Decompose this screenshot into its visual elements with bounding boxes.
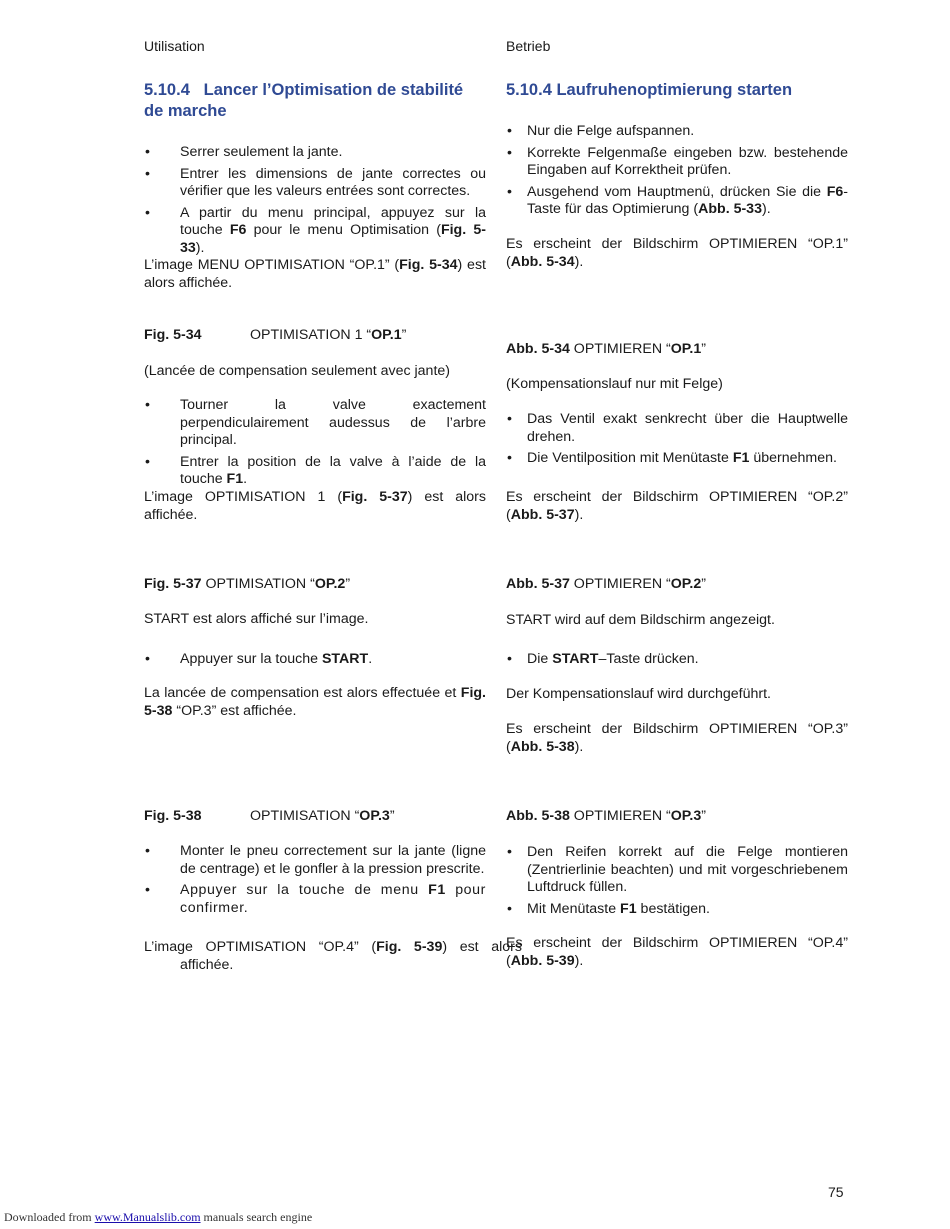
page-number: 75: [828, 1184, 844, 1200]
figure-caption-de-537: Abb. 5-37 OPTIMIEREN “OP.2”: [506, 576, 707, 592]
figure-caption-fr-537: Fig. 5-37 OPTIMISATION “OP.2”: [144, 576, 351, 592]
figure-caption-fr-538: Fig. 5-38 OPTIMISATION “OP.3”: [144, 808, 395, 824]
list-item: • Korrekte Felgenmaße eingeben bzw. bestehende Eingaben auf Korrektheit prüfen.: [506, 145, 848, 180]
list-item: • Appuyer sur la touche START.: [144, 651, 486, 669]
paragraph: Es erscheint der Bildschirm OPTIMIEREN “OP.1” (Abb. 5-34).: [506, 236, 848, 270]
paragraph: Es erscheint der Bildschirm OPTIMIEREN “OP.4” (Abb. 5-39).: [506, 935, 848, 969]
list-item: • Ausgehend vom Hauptmenü, drücken Sie die F6-Taste für das Optimierung (Abb. 5-33).: [506, 184, 848, 219]
paragraph: L’image OPTIMISATION 1 (Fig. 5-37) est alors affichée.: [144, 489, 486, 523]
paragraph: L’image MENU OPTIMISATION “OP.1” (Fig. 5-34) est alors affichée.: [144, 257, 486, 291]
figure-caption-de-538: Abb. 5-38 OPTIMIEREN “OP.3”: [506, 808, 707, 824]
figure-ref: Fig. 5-34: [144, 327, 202, 343]
steps-list-de-1: [506, 123, 848, 223]
paragraph: Der Kompensationslauf wird durchgeführt.: [506, 686, 771, 702]
paragraph: La lancée de compensation est alors effectuée et Fig. 5-38 “OP.3” est affichée.: [144, 685, 486, 719]
figure-caption-fr-534: Fig. 5-34 OPTIMISATION 1 “OP.1”: [144, 327, 407, 343]
paragraph: Es erscheint der Bildschirm OPTIMIEREN “OP.3” (Abb. 5-38).: [506, 721, 848, 755]
figure-ref: Abb. 5-38: [506, 808, 570, 824]
steps-list-de-4: [506, 844, 848, 922]
paragraph: (Lancée de compensation seulement avec jante): [144, 363, 451, 379]
section-title-fr: [144, 80, 486, 122]
list-item: • Nur die Felge aufspannen.: [506, 123, 848, 141]
figure-ref: Fig. 5-37: [144, 576, 202, 592]
section-title-text-fr: Lancer l’Optimisation de stabilité de marche: [144, 81, 464, 120]
list-item: • Entrer la position de la valve à l’aide de la touche F1.: [144, 454, 486, 489]
list-item: • A partir du menu principal, appuyez sur la touche F6 pour le menu Optimisation (Fig. 5-33).: [144, 205, 486, 258]
manualslib-link[interactable]: www.Manualslib.com: [94, 1210, 201, 1224]
section-number-fr: 5.10.4: [144, 81, 190, 99]
paragraph: Es erscheint der Bildschirm OPTIMIEREN “OP.2” (Abb. 5-37).: [506, 489, 848, 523]
steps-list-de-3: [506, 651, 848, 673]
running-header-fr: Utilisation: [144, 38, 205, 54]
list-item: • Mit Menütaste F1 bestätigen.: [506, 901, 848, 919]
steps-list-fr-4: [144, 843, 486, 921]
figure-ref: Abb. 5-37: [506, 576, 570, 592]
running-header-de: Betrieb: [506, 38, 551, 54]
list-item: • Das Ventil exakt senkrecht über die Hauptwelle drehen.: [506, 411, 848, 446]
paragraph: START wird auf dem Bildschirm angezeigt.: [506, 612, 775, 628]
figure-caption-de-534: Abb. 5-34 OPTIMIEREN “OP.1”: [506, 341, 707, 357]
list-item: • Entrer les dimensions de jante correctes ou vérifier que les valeurs entrées sont correctes.: [144, 166, 486, 201]
section-title-de: 5.10.4 Laufruhenoptimierung starten: [506, 81, 793, 99]
steps-list-fr-1: [144, 144, 486, 261]
paragraph: L’image OPTIMISATION “OP.4” (Fig. 5-39) est alors affichée.: [144, 939, 522, 973]
figure-ref: Fig. 5-38: [144, 808, 202, 824]
paragraph: START est alors affiché sur l’image.: [144, 611, 369, 627]
list-item: • Den Reifen korrekt auf die Felge montieren (Zentrierlinie beachten) und mit vorgeschriebenem Luftdruck füllen.: [506, 844, 848, 897]
steps-list-fr-3: [144, 651, 486, 673]
paragraph: (Kompensationslauf nur mit Felge): [506, 376, 723, 392]
list-item: • Monter le pneu correctement sur la jante (ligne de centrage) et le gonfler à la pression prescrite.: [144, 843, 486, 878]
list-item: • Serrer seulement la jante.: [144, 144, 486, 162]
download-footer: Downloaded from www.Manualslib.com manuals search engine: [4, 1210, 313, 1224]
steps-list-fr-2: [144, 397, 486, 493]
list-item: • Tourner la valve exactement perpendiculairement audessus de l’arbre principal.: [144, 397, 486, 450]
list-item: • Die START–Taste drücken.: [506, 651, 848, 669]
list-item: • Die Ventilposition mit Menütaste F1 übernehmen.: [506, 450, 848, 468]
list-item: • Appuyer sur la touche de menu F1 pour confirmer.: [144, 882, 486, 917]
steps-list-de-2: [506, 411, 848, 472]
figure-ref: Abb. 5-34: [506, 341, 570, 357]
